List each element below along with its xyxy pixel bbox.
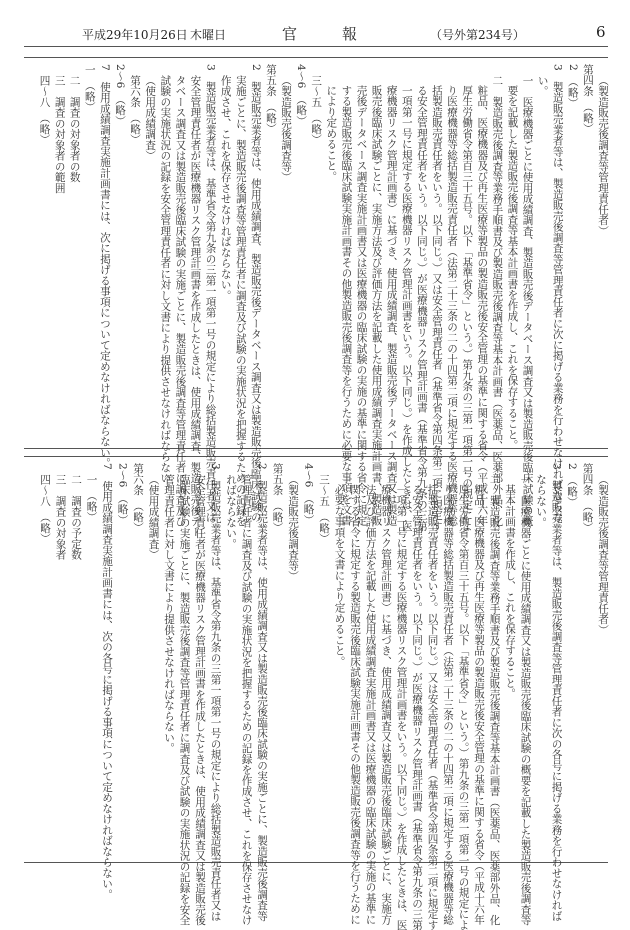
- text-line: 2～6 （略）: [114, 64, 126, 127]
- text-line: 4～6 （略）: [295, 64, 308, 127]
- text-line: （使用成績調査）: [144, 74, 157, 161]
- issue-weekday: 木曜日: [190, 28, 227, 42]
- current-text-block: [30, 463, 610, 930]
- text-line: 販売後臨床試験ごとに、実施方法及び評価方法を記載した使用成績調査実施計画書、製造販: [370, 85, 383, 526]
- text-line: 2 （略）: [566, 64, 579, 109]
- text-line: 管理責任者に対し文書により提供させなければならない。: [163, 473, 175, 754]
- text-line: 一項第一号に規定する医療機器リスク管理計画書をいう。以下同じ。）を作成したときは、医: [395, 484, 408, 930]
- text-line: 安全管理責任者が医療機器リスク管理計画書を作成したときは、使用成績調査、製造販売後デー: [189, 74, 202, 537]
- issue-date: 平成29年10月26日: [82, 28, 188, 42]
- text-line: 括製造販売責任者をいう。以下同じ。）又は安全管理責任者（基準省令第四条第二項に規定す: [430, 85, 443, 532]
- gazette-title-kan: 官: [282, 25, 298, 43]
- text-line: 療機器リスク管理計画書）に基づき、使用成績調査、製造販売後データベース調査又は製造: [385, 85, 398, 526]
- text-line: 作成させ、これを保存させなければならない。: [219, 74, 232, 301]
- text-line: （製造販売後調査等管理責任者）: [597, 473, 609, 635]
- text-line: 三 調査の対象者: [54, 473, 67, 560]
- text-line: 四～八 （略）: [38, 74, 51, 145]
- text-line: 第六条 （略）: [129, 74, 142, 145]
- text-line: 第四条 （略）: [581, 463, 594, 533]
- text-line: する製造販売後臨床試験実施計画書その他製造販売後調査等を行うために必要な事項を文書: [340, 85, 353, 526]
- gazette-title-po: 報: [342, 25, 358, 43]
- text-line: 7 使用成績調査実施計画書には、次の各号に掲げる事項について定めなければならない。: [101, 463, 113, 900]
- text-line: 管理責任者に調査及び試験の実施状況を把握するための記録を作成させ、これを保存させなけ: [240, 473, 253, 926]
- text-line: 2 （略）: [566, 463, 578, 508]
- text-line: い。: [536, 74, 549, 97]
- text-line: 括製造販売責任者をいう。以下同じ。）又は安全管理責任者（基準省令第四条第二項に規定す: [426, 484, 439, 930]
- text-line: 3 製造販売業者等は、基準省令第九条の三第一項第一号の規定により総括製造販売責任者又は: [209, 463, 222, 922]
- text-line: 必要な事項を文書により定めること。: [333, 484, 346, 667]
- page-number: 6: [596, 23, 606, 41]
- text-line: 二 製造販売後調査等業務手順書及び製造販売後調査等基本計画書（医薬品、医薬部外品、化: [488, 473, 501, 926]
- text-line: 粧品、医療機器及び再生医療等製品の製造販売後安全管理の基準に関する省令（平成十六年: [473, 484, 485, 925]
- text-line: 厚生労働省令第百三十五号。以下「基準省令」という。）第九条の三第一項第一号の規定によ: [457, 484, 470, 930]
- text-line: （製造販売後調査等管理責任者）: [597, 74, 609, 236]
- text-line: 3 製造販売業者等は、製造販売後調査等管理責任者に次の各号に掲げる業務を行わせなければ: [550, 463, 563, 922]
- text-line: 二 製造販売後調査等業務手順書及び製造販売後調査等基本計画書（医薬品、医薬部外品、化: [491, 74, 504, 527]
- text-line: 7 使用成績調査実施計画書には、次に掲げる事項について定めなければならない。: [98, 64, 111, 469]
- text-line: （使用成績調査）: [147, 473, 160, 560]
- text-line: 試験の実施状況の記録を安全管理責任者に対し文書により提供させなければならない。: [159, 74, 172, 494]
- issue-number: （号外第234号）: [430, 28, 525, 42]
- text-line: 第五条 （略）: [271, 463, 284, 533]
- text-line: 2～6 （略）: [116, 463, 129, 526]
- text-line: 売後データベース調査実施計画書又は医療機器の臨床試験の実施の基準に関する省令に規定: [355, 85, 368, 526]
- text-line: タベース調査又は製造販売後臨床試験の実施ごとに、製造販売後調査等管理責任者に調査及び: [174, 74, 187, 527]
- text-line: 二 調査の予定数: [70, 473, 82, 560]
- text-line: （製造販売後調査等）: [280, 74, 293, 183]
- text-line: 一 医療機器ごとに使用成績調査又は製造販売後臨床試験の概要を記載した製造販売後調査等: [519, 473, 532, 926]
- text-line: り医療機器等総括製造販売責任者（法第二十三条の二の十四第二項に規定する医療機器等総: [442, 484, 454, 925]
- text-line: 基本計画書を作成し、これを保存すること。: [504, 484, 516, 700]
- text-line: 三 調査の対象者の範囲: [53, 74, 66, 193]
- header-rule: [24, 46, 608, 47]
- text-line: （製造販売後調査等）: [287, 473, 299, 582]
- text-line: 粧品、医療機器及び再生医療等製品の製造販売後安全管理の基準に関する省令（平成十六年: [476, 85, 489, 526]
- text-line: 臨床試験の実施ごとに、製造販売後調査等管理責任者に調査及び試験の実施状況の記録を安全: [178, 473, 191, 926]
- text-line: 3 製造販売業者等は、製造販売後調査等管理責任者に次に掲げる業務を行わせなければならな: [551, 64, 564, 523]
- text-line: ればならない。: [225, 473, 237, 549]
- text-line: により定めること。: [325, 85, 338, 182]
- text-line: ならない。: [535, 473, 547, 528]
- top-block-rule: [24, 57, 608, 58]
- text-line: 三～五 （略）: [318, 473, 330, 544]
- text-line: 関する省令に規定する製造販売後臨床試験実施計画書その他製造販売後調査等を行うために: [349, 484, 361, 925]
- text-line: る安全管理責任者をいう。以下同じ。）が医療機器リスク管理計画書（基準省令第九条の三第: [415, 85, 428, 532]
- bottom-block-top-rule: [24, 456, 608, 457]
- text-line: 第四条 （略）: [581, 64, 594, 134]
- text-line: 三～五 （略）: [310, 74, 323, 145]
- text-line: 法及び評価方法を記載した使用成績調査実施計画書又は医療機器の臨床試験の実施の基準に: [364, 484, 377, 925]
- text-line: 療機器リスク管理計画書）に基づき、使用成績調査又は製造販売後臨床試験ごとに、実施方: [380, 484, 392, 925]
- text-line: 要を記載した製造販売後調査等基本計画書を作成し、これを保存すること。: [506, 85, 519, 451]
- text-line: 一項第一号に規定する医療機器リスク管理計画書をいう。以下同じ。）を作成したときは、医: [400, 85, 413, 532]
- text-line: 一 （略）: [85, 473, 98, 523]
- text-line: 一 （略）: [83, 64, 96, 113]
- text-line: る安全管理責任者をいう。以下同じ。）が医療機器リスク管理計画書（基準省令第九条の三第: [411, 484, 423, 930]
- text-line: 2 製造販売業者等は、使用成績調査又は製造販売後臨床試験の実施ごとに、製造販売後調査等: [256, 463, 268, 922]
- text-line: 四～八 （略）: [39, 473, 51, 544]
- text-line: 安全管理責任者が医療機器リスク管理計画書を作成したときは、使用成績調査又は製造販売後: [194, 473, 206, 926]
- text-line: 第六条 （略）: [132, 463, 144, 533]
- text-line: り医療機器等総括製造販売責任者（法第二十三条の二の十四第二項に規定する医療機器等総: [446, 85, 459, 526]
- text-line: 第五条 （略）: [264, 64, 277, 134]
- text-line: 一 医療機器ごとに使用成績調査、製造販売後データベース調査又は製造販売後臨床試験の概: [521, 74, 534, 527]
- text-line: 実施ごとに、製造販売後調査等管理責任者に調査及び試験の実施状況を把握するための記録を: [234, 74, 247, 527]
- text-line: 2 製造販売業者等は、使用成績調査、製造販売後データベース調査又は製造販売後臨床試験の: [249, 64, 262, 523]
- text-line: 厚生労働省令第百三十五号。以下「基準省令」という。）第九条の三第一項第一号の規定によ: [461, 85, 474, 532]
- text-line: 4～6 （略）: [302, 463, 315, 526]
- text-line: 二 調査の対象者の数: [68, 74, 81, 183]
- text-line: 3 製造販売業者等は、基準省令第九条の三第一項第一号の規定により総括製造販売責任者又は: [204, 64, 217, 523]
